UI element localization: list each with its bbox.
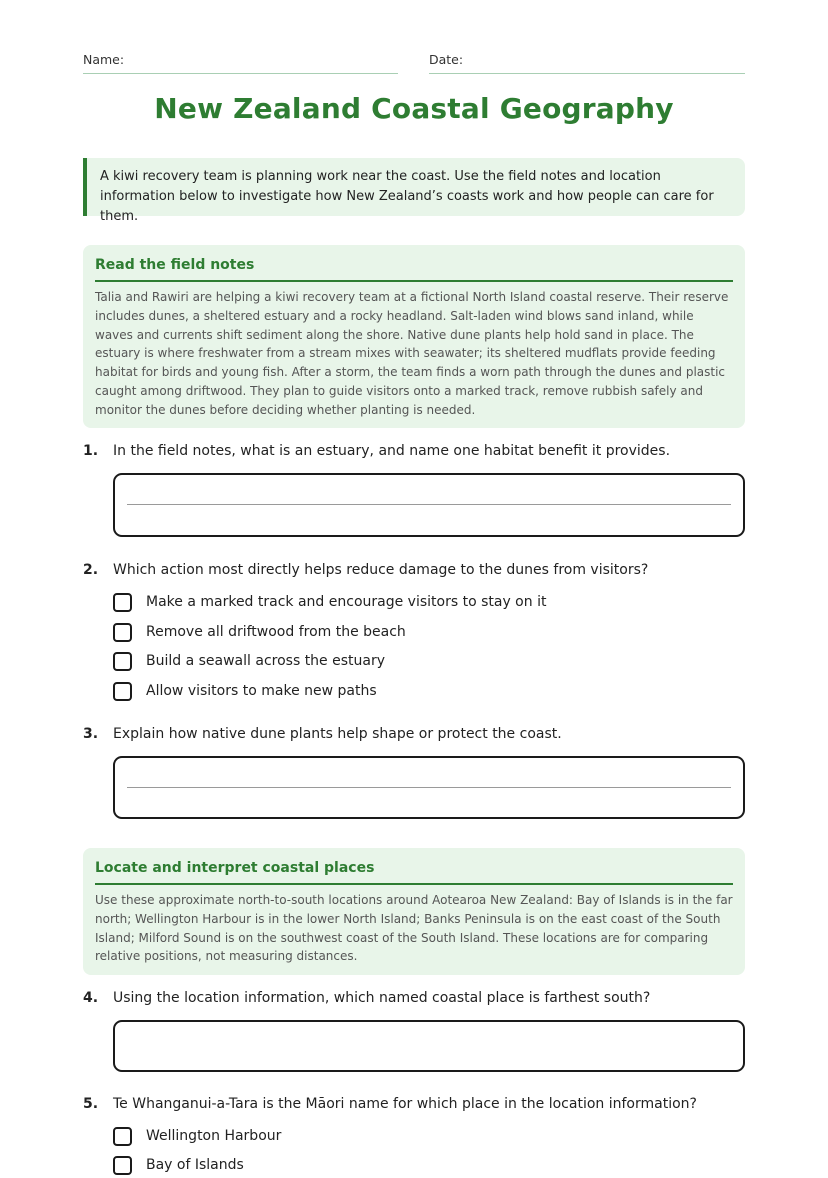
answer-box-1[interactable]	[113, 473, 745, 537]
answer-box-4[interactable]	[113, 1020, 745, 1072]
question-text: Te Whanganui-a-Tara is the Māori name for which place in the location information?	[113, 1096, 697, 1112]
field-notes-panel	[83, 245, 745, 428]
locations-heading: Locate and interpret coastal places	[95, 858, 733, 885]
answer-line	[127, 504, 731, 505]
checkbox[interactable]	[113, 623, 132, 642]
date-label: Date:	[429, 52, 464, 67]
intro-callout: A kiwi recovery team is planning work near the coast. Use the field notes and location information below to investigate how New Zealand’s coasts work and how people can care for them.	[83, 158, 745, 216]
question-number: 2.	[83, 562, 99, 578]
answer-box-3[interactable]	[113, 756, 745, 819]
name-field[interactable]	[83, 52, 398, 74]
question-number: 3.	[83, 726, 99, 742]
option-label: Bay of Islands	[146, 1157, 244, 1173]
question-text: Which action most directly helps reduce damage to the dunes from visitors?	[113, 562, 649, 578]
locations-panel	[83, 848, 745, 975]
locations-text: Use these approximate north-to-south locations around Aotearoa New Zealand: Bay of Islands is in the far north; Wellington Harbour is in the lower North Island; Banks Peninsula is on the east coast of the South Island; Milford Sound is on the southwest coast of the South Island. These locations are for comparing relative positions, not measuring distances.	[95, 893, 733, 964]
answer-line	[127, 787, 731, 788]
date-field[interactable]	[429, 52, 745, 74]
name-label: Name:	[83, 52, 125, 67]
option-label: Build a seawall across the estuary	[146, 653, 386, 669]
page-title: New Zealand Coastal Geography	[154, 92, 674, 125]
field-notes-text: Talia and Rawiri are helping a kiwi recovery team at a fictional North Island coastal reserve. Their reserve includes dunes, a sheltered estuary and a rocky headland. Salt-laden wind blows sand inland, while waves and currents shift sediment along the shore. Native dune plants help hold sand in place. The estuary is where freshwater from a stream mixes with seawater; its sheltered mudflats provide feeding habitat for birds and young fish. After a storm, the team finds a worn path through the dunes and plastic caught among driftwood. They plan to guide visitors onto a marked track, remove rubbish safely and monitor the dunes before deciding whether planting is needed.	[95, 290, 729, 417]
question-text: Explain how native dune plants help shape or protect the coast.	[113, 726, 562, 742]
checkbox[interactable]	[113, 652, 132, 671]
question-text: Using the location information, which named coastal place is farthest south?	[113, 990, 651, 1006]
field-notes-heading: Read the field notes	[95, 255, 733, 282]
option-label: Remove all driftwood from the beach	[146, 624, 406, 640]
checkbox[interactable]	[113, 1127, 132, 1146]
checkbox[interactable]	[113, 682, 132, 701]
student-info-fields	[83, 52, 745, 74]
question-text: In the field notes, what is an estuary, and name one habitat benefit it provides.	[113, 443, 671, 459]
option-label: Wellington Harbour	[146, 1128, 282, 1144]
option-label: Make a marked track and encourage visitors to stay on it	[146, 594, 547, 610]
checkbox[interactable]	[113, 1156, 132, 1175]
checkbox[interactable]	[113, 593, 132, 612]
option-label: Allow visitors to make new paths	[146, 683, 377, 699]
question-number: 4.	[83, 990, 99, 1006]
question-number: 1.	[83, 443, 99, 459]
question-number: 5.	[83, 1096, 99, 1112]
